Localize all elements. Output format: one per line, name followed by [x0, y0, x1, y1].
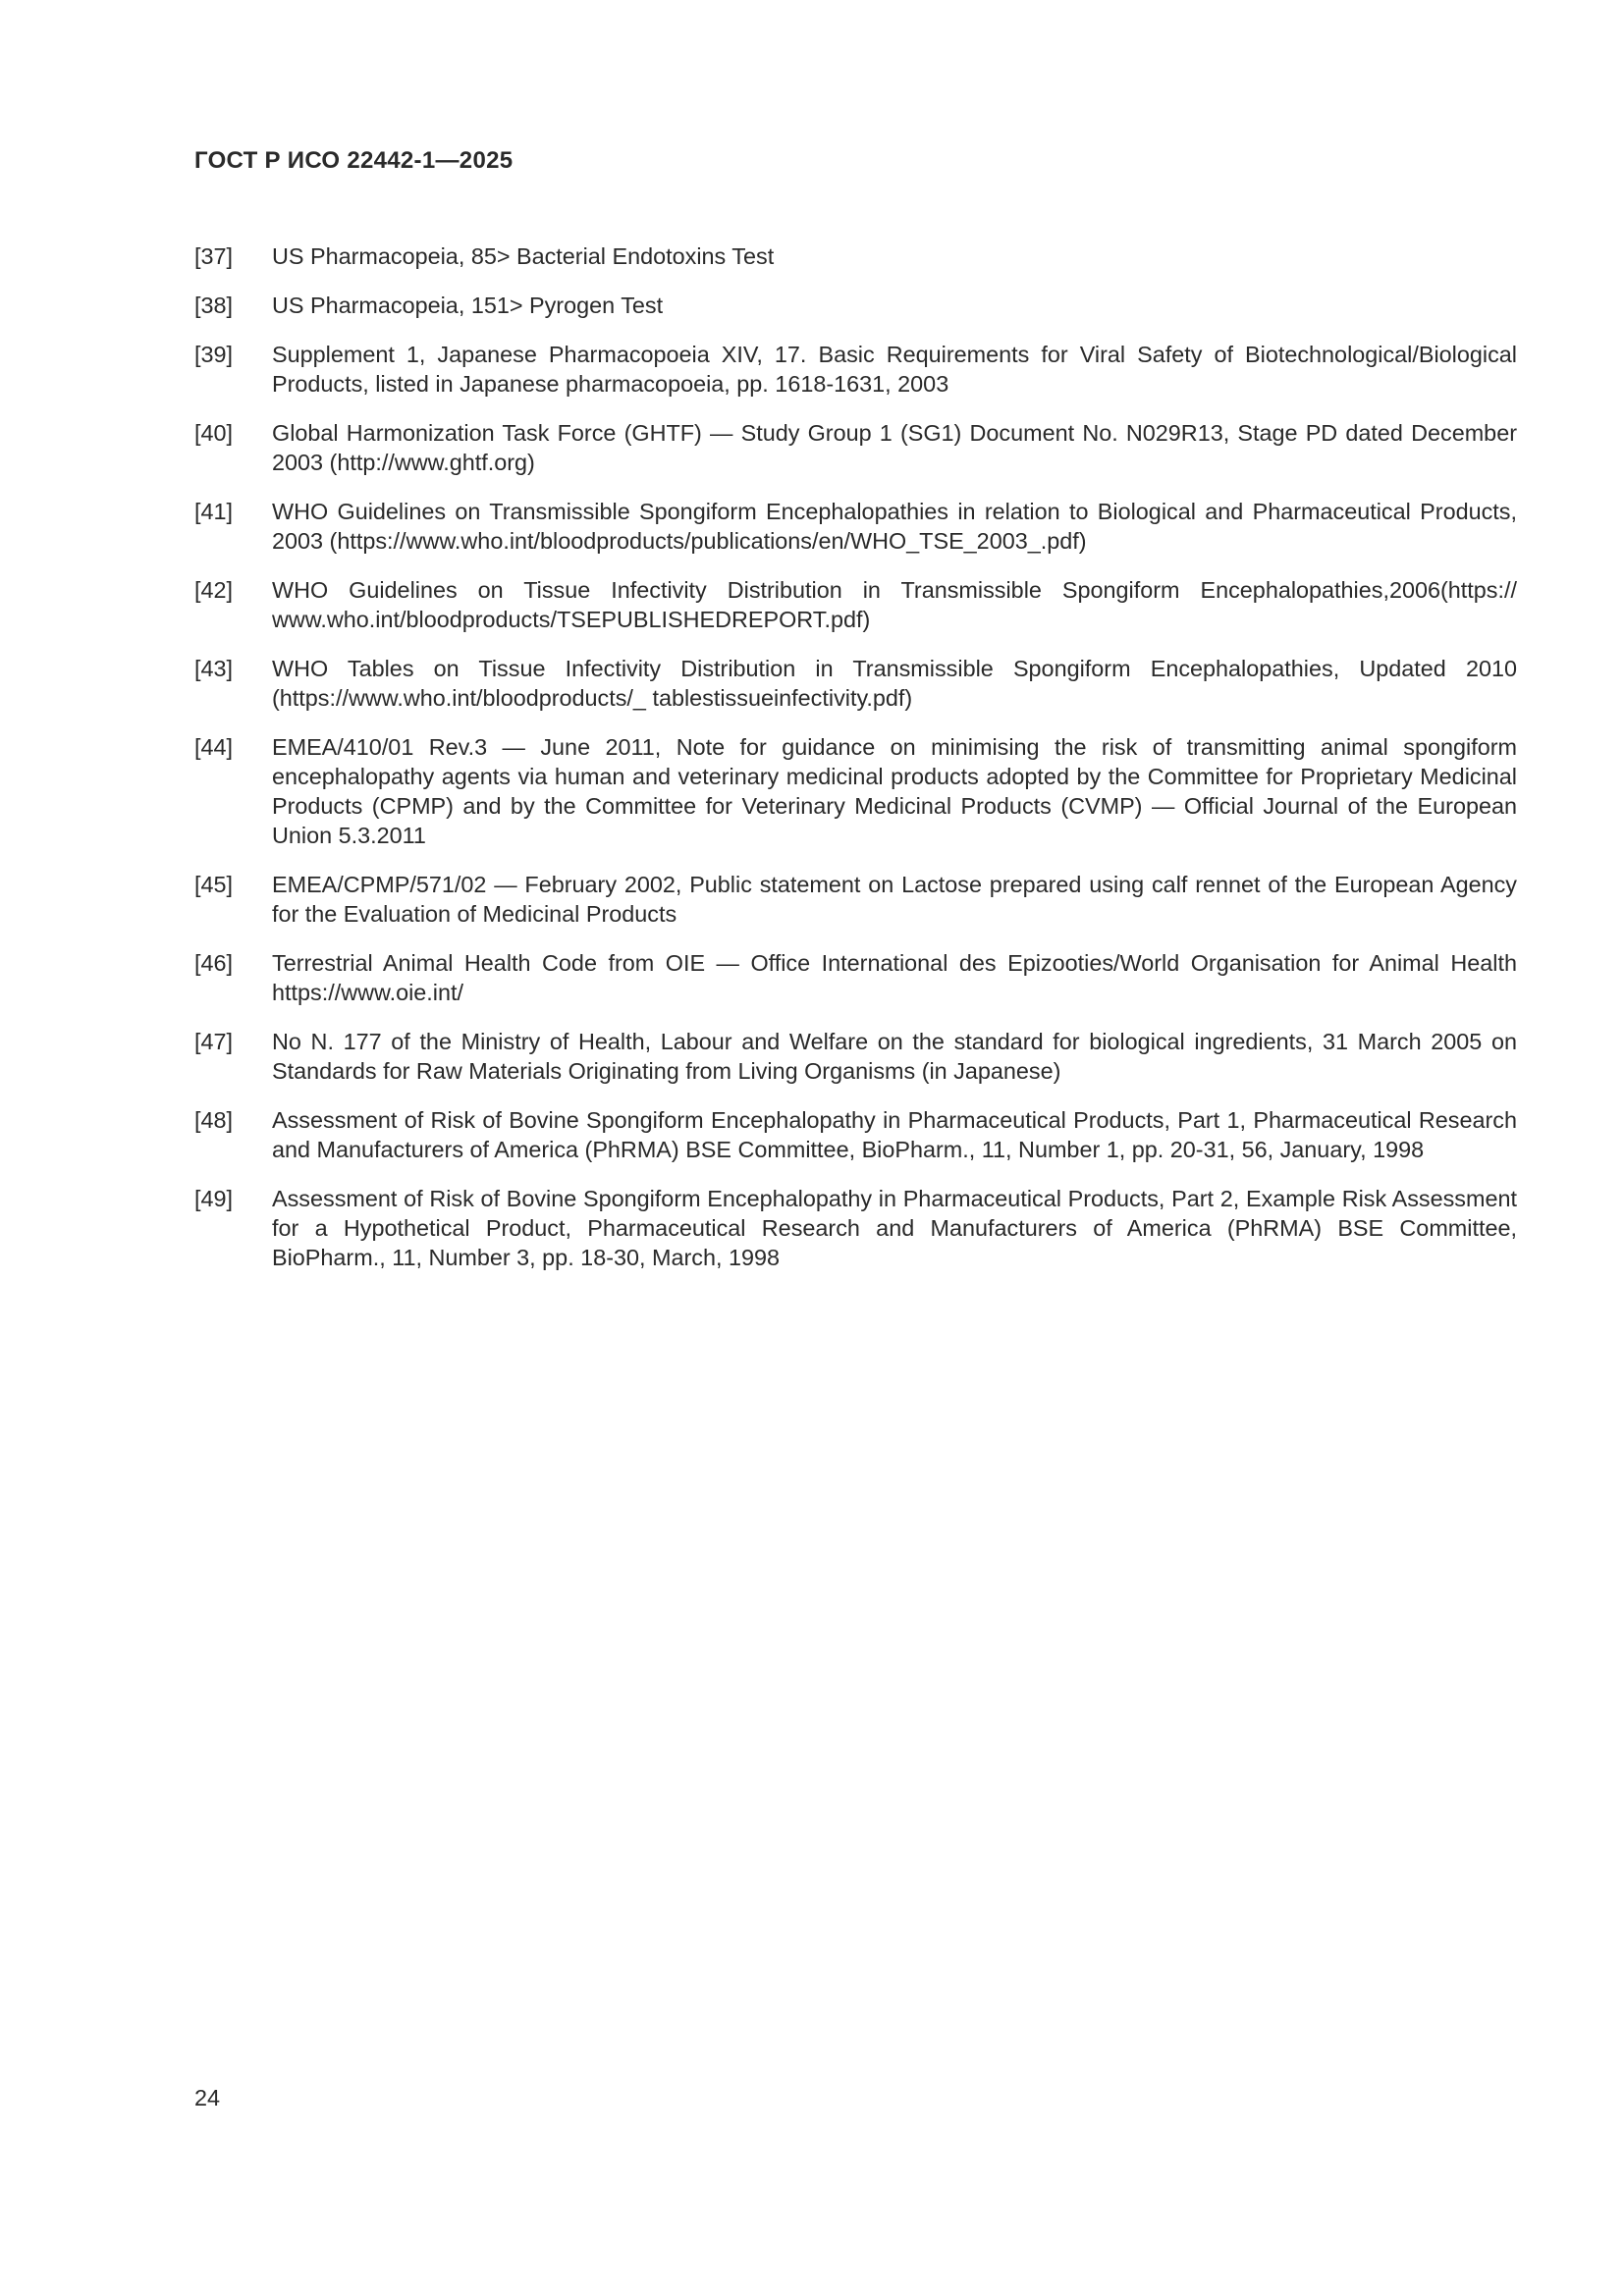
- reference-number: [45]: [194, 872, 234, 897]
- reference-number: [37]: [194, 243, 234, 269]
- reference-text: WHO Tables on Tissue Infectivity Distribution in Transmissible Spongiform Encephalopathies, Updated 2010 (https://www.who.int/bloodproducts/_ tablestissueinfectivity.pdf): [272, 656, 1517, 711]
- reference-item: [194, 870, 1517, 929]
- reference-item: [194, 1027, 1517, 1086]
- reference-item: [194, 654, 1517, 713]
- reference-item: [194, 340, 1517, 399]
- reference-item: [194, 575, 1517, 634]
- reference-text: WHO Guidelines on Tissue Infectivity Distribution in Transmissible Spongiform Encephalopathies,2006(https:// www.who.int/bloodproducts/TSEPUBLISHEDREPORT.pdf): [272, 577, 1517, 632]
- reference-text: Assessment of Risk of Bovine Spongiform Encephalopathy in Pharmaceutical Products, Part 1, Pharmaceutical Research and Manufacturers of America (PhRMA) BSE Committee, BioPharm., 11, Number 1, pp. 20-31, 56, January, 1998: [272, 1107, 1517, 1162]
- document-header: ГОСТ Р ИСО 22442-1—2025: [194, 147, 514, 174]
- reference-number: [49]: [194, 1186, 234, 1211]
- reference-item: [194, 497, 1517, 556]
- reference-item: [194, 732, 1517, 850]
- reference-text: Assessment of Risk of Bovine Spongiform Encephalopathy in Pharmaceutical Products, Part 2, Example Risk Assessment for a Hypothetical Product, Pharmaceutical Research and Manufacturers of America (PhRMA) BSE Committee, BioPharm., 11, Number 3, pp. 18-30, March, 1998: [272, 1186, 1517, 1270]
- reference-item: [194, 241, 1517, 271]
- reference-number: [40]: [194, 420, 234, 446]
- reference-text: Terrestrial Animal Health Code from OIE — Office International des Epizooties/World Organisation for Animal Health https://www.oie.int/: [272, 950, 1517, 1005]
- reference-number: [42]: [194, 577, 234, 603]
- reference-number: [43]: [194, 656, 234, 681]
- reference-text: Global Harmonization Task Force (GHTF) — Study Group 1 (SG1) Document No. N029R13, Stage PD dated December 2003 (http://www.ghtf.org): [272, 420, 1517, 475]
- reference-text: US Pharmacopeia, 151> Pyrogen Test: [272, 293, 664, 318]
- reference-text: EMEA/CPMP/571/02 — February 2002, Public statement on Lactose prepared using calf rennet of the European Agency for the Evaluation of Medicinal Products: [272, 872, 1517, 927]
- reference-text: Supplement 1, Japanese Pharmacopoeia XIV, 17. Basic Requirements for Viral Safety of Biotechnological/Biological Products, listed in Japanese pharmacopoeia, pp. 1618-1631, 2003: [272, 342, 1517, 397]
- reference-text: WHO Guidelines on Transmissible Spongiform Encephalopathies in relation to Biological and Pharmaceutical Products, 2003 (https://www.who.int/bloodproducts/publications/en/WHO_TSE_2003_.pdf): [272, 499, 1517, 554]
- reference-item: [194, 948, 1517, 1007]
- reference-item: [194, 1184, 1517, 1272]
- reference-number: [41]: [194, 499, 234, 524]
- reference-text: US Pharmacopeia, 85> Bacterial Endotoxins Test: [272, 243, 775, 269]
- reference-text: EMEA/410/01 Rev.3 — June 2011, Note for guidance on minimising the risk of transmitting animal spongiform encephalopathy agents via human and veterinary medicinal products adopted by the Committee for Proprietary Medicinal Products (CPMP) and by the Committee for Veterinary Medicinal Products (CVMP) — Official Journal of the European Union 5.3.2011: [272, 734, 1517, 848]
- bibliography-list: [194, 241, 1517, 1292]
- page-number: 24: [194, 2085, 221, 2110]
- reference-number: [46]: [194, 950, 234, 976]
- reference-item: [194, 418, 1517, 477]
- reference-text: No N. 177 of the Ministry of Health, Labour and Welfare on the standard for biological ingredients, 31 March 2005 on Standards for Raw Materials Originating from Living Organisms (in Japanese): [272, 1029, 1517, 1084]
- reference-number: [38]: [194, 293, 234, 318]
- reference-number: [44]: [194, 734, 234, 760]
- reference-number: [48]: [194, 1107, 234, 1133]
- reference-item: [194, 291, 1517, 320]
- reference-number: [47]: [194, 1029, 234, 1054]
- reference-number: [39]: [194, 342, 234, 367]
- reference-item: [194, 1105, 1517, 1164]
